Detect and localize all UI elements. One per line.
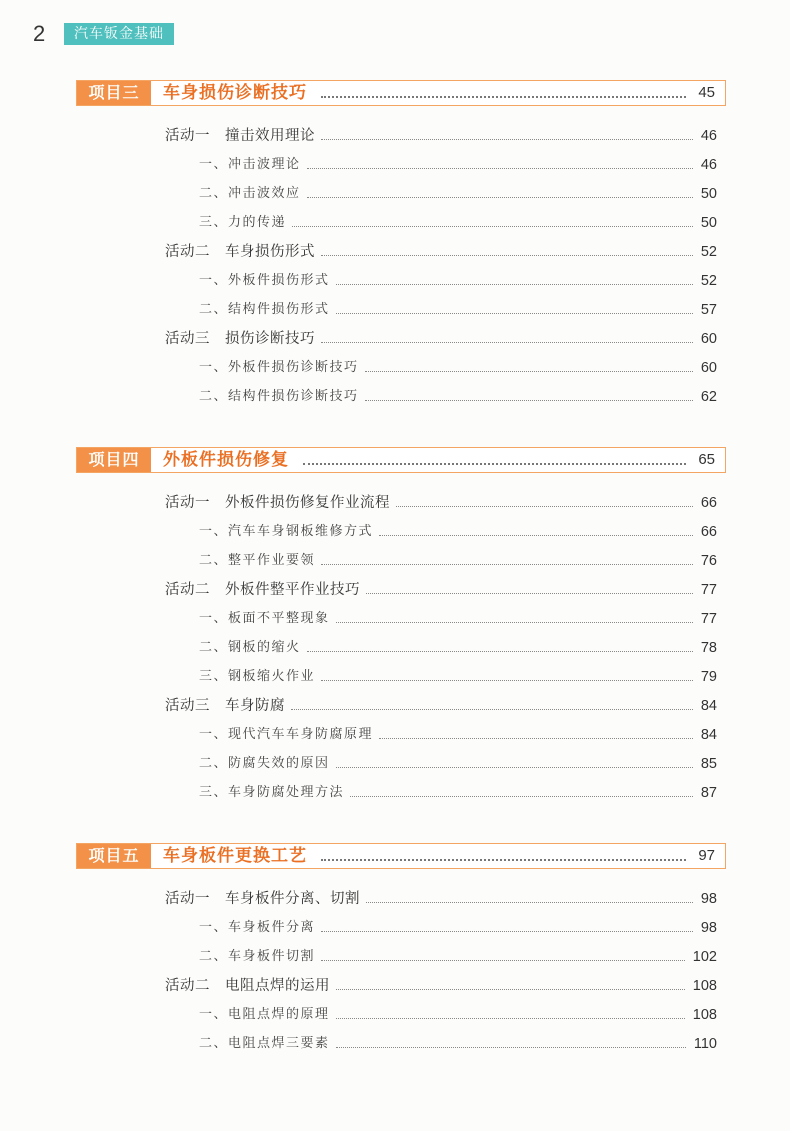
entry-page-number: 110 [693,1036,717,1052]
section-entry[interactable] [199,270,717,292]
activity-title: 活动三 损伤诊断技巧 [165,331,315,347]
leader-dots [321,931,693,932]
entry-page-number: 60 [700,331,717,347]
page-header [0,20,790,50]
leader-dots [321,342,693,343]
activity-entry[interactable] [165,975,717,997]
leader-dots [350,796,693,797]
entry-page-number: 52 [700,244,717,260]
leader-dots [307,651,693,652]
leader-dots [303,463,686,465]
project-heading[interactable] [76,80,726,106]
leader-dots [336,1047,686,1048]
leader-dots [336,284,693,285]
leader-dots [365,400,693,401]
section-entry[interactable] [199,917,717,939]
entry-page-number: 79 [700,669,717,685]
entry-page-number: 50 [700,186,717,202]
entry-page-number: 108 [692,978,717,994]
section-entry[interactable] [199,782,717,804]
leader-dots [396,506,693,507]
leader-dots [321,859,686,861]
leader-dots [336,1018,685,1019]
section-title: 一、板面不平整现象 [199,611,330,626]
section-title: 二、车身板件切割 [199,949,316,964]
leader-dots [291,709,693,710]
project-title: 车身损伤诊断技巧 [163,83,307,103]
section-title: 二、结构件损伤形式 [199,302,330,317]
entry-page-number: 52 [700,273,717,289]
section-title: 一、电阻点焊的原理 [199,1007,330,1022]
entry-page-number: 78 [700,640,717,656]
entry-page-number: 84 [700,727,717,743]
activity-title: 活动一 外板件损伤修复作业流程 [165,495,390,511]
activity-entry[interactable] [165,125,717,147]
section-entry[interactable] [199,299,717,321]
section-entry[interactable] [199,753,717,775]
section-entry[interactable] [199,637,717,659]
project-page-number: 65 [698,451,715,468]
section-entry[interactable] [199,521,717,543]
leader-dots [336,989,685,990]
section-entry[interactable] [199,550,717,572]
leader-dots [321,564,693,565]
section-title: 三、力的传递 [199,215,287,230]
section-entry[interactable] [199,154,717,176]
leader-dots [366,902,693,903]
entry-page-number: 98 [700,891,717,907]
section-entry[interactable] [199,357,717,379]
leader-dots [292,226,693,227]
activity-title: 活动二 外板件整平作业技巧 [165,582,360,598]
entry-page-number: 108 [692,1007,717,1023]
section-entry[interactable] [199,212,717,234]
activity-title: 活动一 车身板件分离、切割 [165,891,360,907]
section-title: 三、钢板缩火作业 [199,669,316,684]
section-title: 一、汽车车身钢板维修方式 [199,524,374,539]
leader-dots [321,960,685,961]
section-title: 一、现代汽车车身防腐原理 [199,727,374,742]
activity-title: 活动二 电阻点焊的运用 [165,978,330,994]
entry-page-number: 66 [700,495,717,511]
activity-entry[interactable] [165,328,717,350]
entry-page-number: 76 [700,553,717,569]
section-entry[interactable] [199,666,717,688]
project-page-number: 45 [698,84,715,101]
leader-dots [321,680,693,681]
entry-page-number: 60 [700,360,717,376]
activity-entry[interactable] [165,579,717,601]
project-label: 项目五 [77,844,151,868]
leader-dots [336,622,693,623]
project-heading[interactable] [76,843,726,869]
section-entry[interactable] [199,724,717,746]
leader-dots [366,593,693,594]
leader-dots [379,738,693,739]
activity-entry[interactable] [165,241,717,263]
section-title: 一、冲击波理论 [199,157,301,172]
activity-entry[interactable] [165,888,717,910]
section-title: 二、整平作业要领 [199,553,316,568]
section-title: 三、车身防腐处理方法 [199,785,345,800]
project-title: 车身板件更换工艺 [163,846,307,866]
project-heading[interactable] [76,447,726,473]
leader-dots [307,168,693,169]
section-title: 一、车身板件分离 [199,920,316,935]
leader-dots [336,313,693,314]
entry-page-number: 77 [700,611,717,627]
project-label: 项目四 [77,448,151,472]
section-entry[interactable] [199,608,717,630]
page-number: 2 [33,21,46,46]
section-title: 二、防腐失效的原因 [199,756,330,771]
leader-dots [379,535,693,536]
leader-dots [321,96,686,98]
entry-page-number: 85 [700,756,717,772]
section-title: 一、外板件损伤形式 [199,273,330,288]
leader-dots [307,197,693,198]
leader-dots [365,371,693,372]
section-title: 二、结构件损伤诊断技巧 [199,389,359,404]
book-title-tab: 汽车钣金基础 [64,23,174,45]
entry-page-number: 84 [700,698,717,714]
activity-title: 活动三 车身防腐 [165,698,285,714]
entry-page-number: 46 [700,157,717,173]
entry-page-number: 50 [700,215,717,231]
entry-page-number: 77 [700,582,717,598]
activity-title: 活动一 撞击效用理论 [165,128,315,144]
entry-page-number: 62 [700,389,717,405]
section-title: 二、电阻点焊三要素 [199,1036,330,1051]
activity-entry[interactable] [165,492,717,514]
project-title: 外板件损伤修复 [163,450,289,470]
activity-entry[interactable] [165,695,717,717]
section-entry[interactable] [199,386,717,408]
project-label: 项目三 [77,81,151,105]
section-entry[interactable] [199,183,717,205]
entry-page-number: 46 [700,128,717,144]
section-entry[interactable] [199,946,717,968]
section-title: 二、冲击波效应 [199,186,301,201]
project-page-number: 97 [698,847,715,864]
section-entry[interactable] [199,1004,717,1026]
activity-title: 活动二 车身损伤形式 [165,244,315,260]
section-entry[interactable] [199,1033,717,1055]
section-title: 一、外板件损伤诊断技巧 [199,360,359,375]
leader-dots [321,139,693,140]
entry-page-number: 87 [700,785,717,801]
entry-page-number: 57 [700,302,717,318]
entry-page-number: 98 [700,920,717,936]
entry-page-number: 102 [692,949,717,965]
section-title: 二、钢板的缩火 [199,640,301,655]
leader-dots [336,767,693,768]
entry-page-number: 66 [700,524,717,540]
leader-dots [321,255,693,256]
